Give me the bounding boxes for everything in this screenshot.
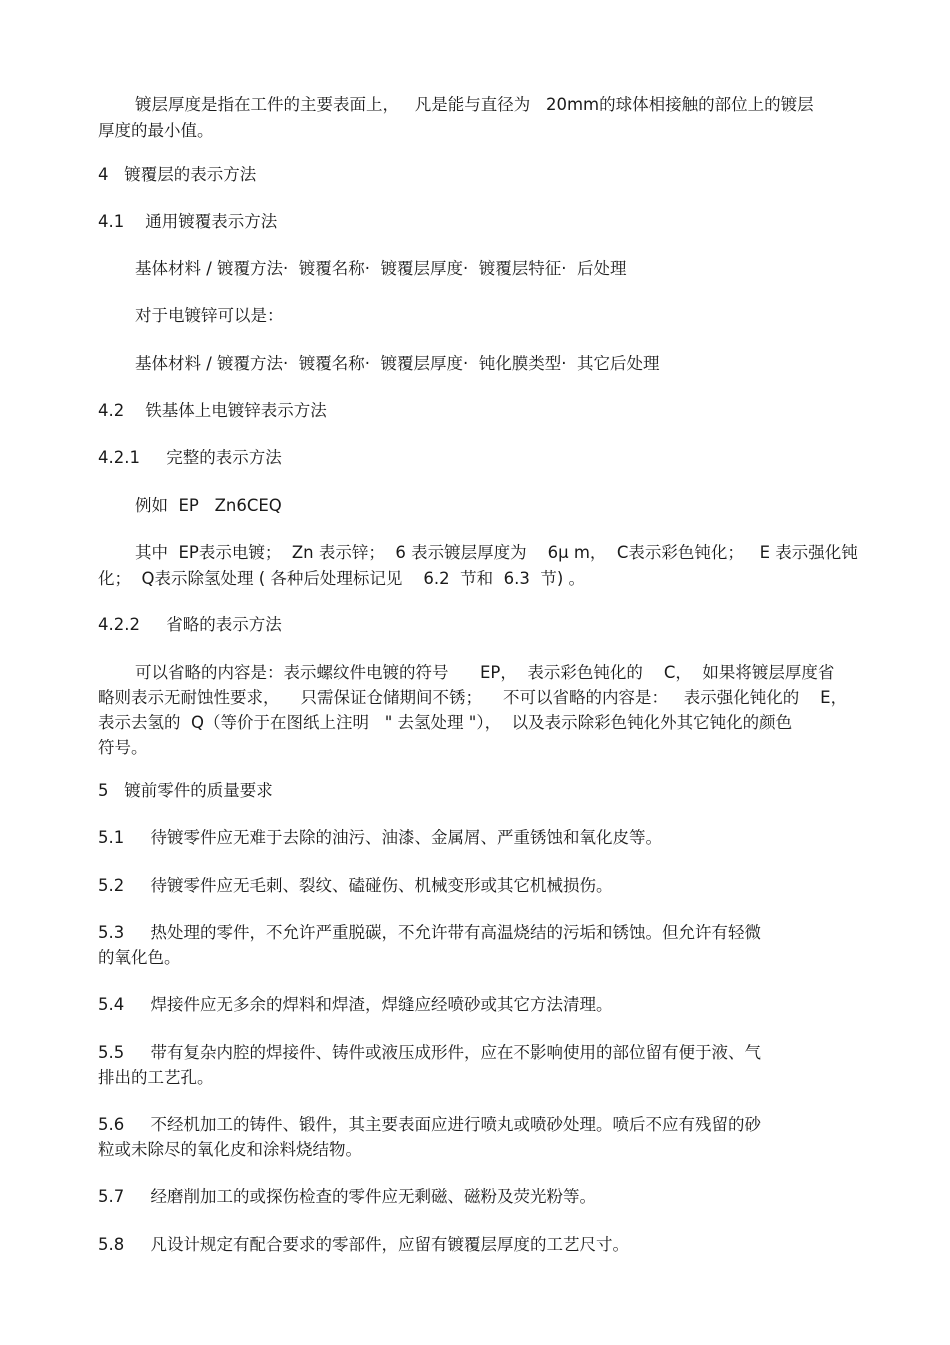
list-item: 5.7 经磨削加工的或探伤检查的零件应无剩磁、磁粉及荧光粉等。 (98, 1187, 596, 1206)
paragraph-line: 对于电镀锌可以是： (135, 306, 284, 325)
list-item: 5.4 焊接件应无多余的焊料和焊渣，焊缝应经喷砂或其它方法清理。 (98, 995, 613, 1014)
list-item-continuation: 粒或未除尽的氧化皮和涂料烧结物。 (98, 1140, 362, 1159)
subsection-heading: 4.2 铁基体上电镀锌表示方法 (98, 401, 327, 420)
section-heading: 4 镀覆层的表示方法 (98, 165, 257, 184)
section-heading: 5 镀前零件的质量要求 (98, 781, 273, 800)
paragraph-line: 可以省略的内容是：表示螺纹件电镀的符号 EP， 表示彩色钝化的 C， 如果将镀层厚度省 (135, 663, 835, 682)
paragraph-line: 例如 EP Zn6CEQ (135, 496, 282, 515)
list-item: 5.3 热处理的零件，不允许严重脱碳，不允许带有高温烧结的污垢和锈蚀。但允许有轻微 (98, 923, 761, 942)
paragraph-line: 化； Q表示除氢处理 ( 各种后处理标记见 6.2 节和 6.3 节) 。 (98, 569, 586, 588)
paragraph-line: 其中 EP表示电镀； Zn 表示锌； 6 表示镀层厚度为 6μ m， C表示彩色钝化； E 表示强化钝 (135, 543, 858, 562)
list-item: 5.6 不经机加工的铸件、锻件，其主要表面应进行喷丸或喷砂处理。喷后不应有残留的砂 (98, 1115, 761, 1134)
list-item-continuation: 的氧化色。 (98, 948, 181, 967)
list-item: 5.8 凡设计规定有配合要求的零部件，应留有镀覆层厚度的工艺尺寸。 (98, 1235, 629, 1254)
list-item: 5.2 待镀零件应无毛刺、裂纹、磕碰伤、机械变形或其它机械损伤。 (98, 876, 613, 895)
list-item: 5.1 待镀零件应无难于去除的油污、油漆、金属屑、严重锈蚀和氧化皮等。 (98, 828, 662, 847)
paragraph-line: 符号。 (98, 738, 148, 757)
paragraph-line: 表示去氢的 Q（等价于在图纸上注明 " 去氢处理 "）， 以及表示除彩色钝化外其它钝化的颜色 (98, 713, 793, 732)
list-item: 5.5 带有复杂内腔的焊接件、铸件或液压成形件，应在不影响使用的部位留有便于液、气 (98, 1043, 761, 1062)
paragraph-line: 基体材料 / 镀覆方法· 镀覆名称· 镀覆层厚度· 钝化膜类型· 其它后处理 (135, 354, 660, 373)
subsection-heading: 4.1 通用镀覆表示方法 (98, 212, 278, 231)
paragraph-line: 基体材料 / 镀覆方法· 镀覆名称· 镀覆层厚度· 镀覆层特征· 后处理 (135, 259, 627, 278)
subsection-heading: 4.2.1 完整的表示方法 (98, 448, 282, 467)
paragraph-line: 厚度的最小值。 (98, 121, 214, 140)
subsection-heading: 4.2.2 省略的表示方法 (98, 615, 282, 634)
list-item-continuation: 排出的工艺孔。 (98, 1068, 214, 1087)
paragraph-line: 镀层厚度是指在工件的主要表面上， 凡是能与直径为 20mm的球体相接触的部位上的镀层 (135, 95, 814, 114)
paragraph-line: 略则表示无耐蚀性要求， 只需保证仓储期间不锈； 不可以省略的内容是： 表示强化钝化的 E， (98, 688, 848, 707)
